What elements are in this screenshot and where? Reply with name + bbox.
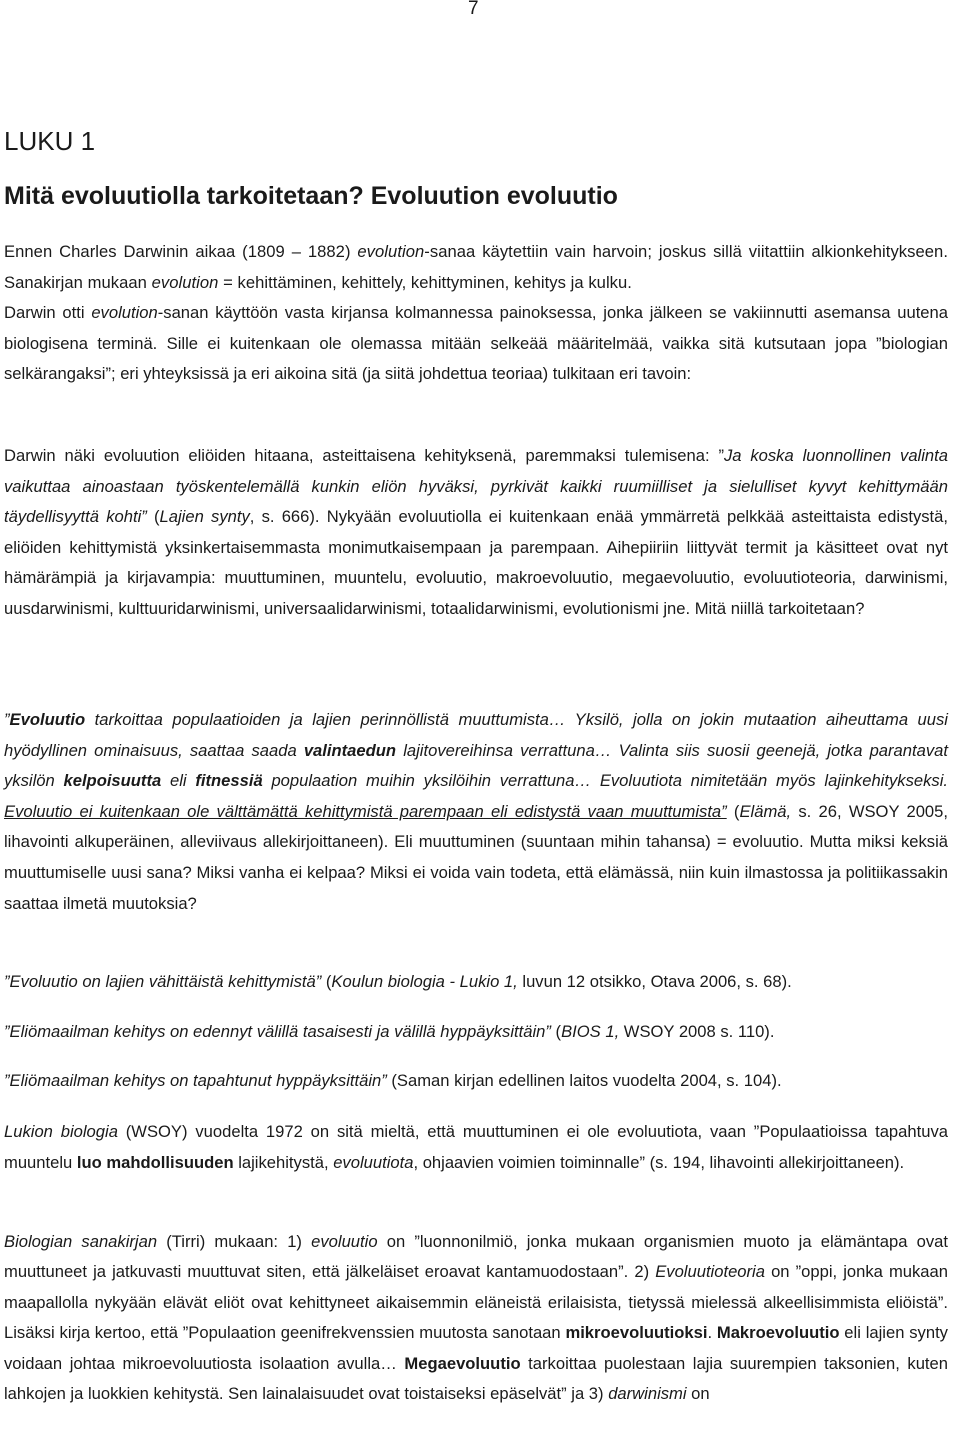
paragraph-darwin-term: Darwin otti evolution-sanan käyttöön vasta kirjansa kolmannessa painoksessa, jonka jälkeen se vakiinnutti asemansa uutena biologisena terminä. Sille ei kuitenkaan ole olemassa mitään selkeää määritelmää, vaikka sitä kutsutaan jopa ”biologian selkärangaksi”; eri yhteyksissä ja eri aikoina sitä (ja siitä johdettua teoriaa) tulkitaan eri tavoin: xyxy=(4,303,948,384)
paragraph-biologian-sanakirja: Biologian sanakirjan (Tirri) mukaan: 1) evoluutio on ”luonnonilmiö, jonka mukaan organismien muoto ja elämäntapa ovat muuttuneet ja jatkuvasti muuttuvat siten, että jälkeläiset eroavat kantamuodostaan”. 2) Evoluutioteoria on ”oppi, jonka mukaan maapallolla nykyään elävät eliöt ovat kehittyneet aikaisemmin eläneistä erilaisista, tietyssä mielessä alkeellisimmista eliöistä”. Lisäksi kirja kertoo, että ”Populaation geenifrekvenssien muutosta sanotaan mikroevoluutioksi. Makroevoluutio eli lajien synty voidaan johtaa mikroevoluutiosta isolaation avulla… Megaevoluutio tarkoittaa puolestaan lajia suurempien taksonien, kuten lahkojen ja luokkien kehitystä. Sen lainalaisuudet ovat toistaiseksi epäselvät” ja 3) darwinismi on xyxy=(4,1232,948,1404)
paragraph-lukion-biologia: Lukion biologia (WSOY) vuodelta 1972 on sitä mieltä, että muuttuminen ei ole evoluutiota, vaan ”Populaatioissa tapahtuva muuntelu luo mahdollisuuden lajikehitystä, evoluutiota, ohjaavien voimien toiminnalle” (s. 194, lihavointi allekirjoittaneen). xyxy=(4,1122,948,1172)
paragraph-bios-2004: ”Eliömaailman kehitys on tapahtunut hyppäyksittäin” (Saman kirjan edellinen laitos vuodelta 2004, s. 104). xyxy=(4,1071,782,1090)
paragraph-darwin-view: Darwin näki evoluution eliöiden hitaana, asteittaisena kehityksenä, paremmaksi tulemisena: ”Ja koska luonnollinen valinta vaikuttaa ainoastaan työskentelemällä kunkin eliön hyväksi, pyrkivät kaikki ruumiilliset ja sielulliset kyvyt kehittymään täydellisyyttä kohti” (Lajien synty, s. 666). Nykyään evoluutiolla ei kuitenkaan enää ymmärretä pelkkää asteittaista edistystä, eliöiden kehittymistä yksinkertaisemmasta monimutkaisempaan ja parempaan. Aihepiiriin liittyvät termit ja käsitteet ovat nyt hämärämpiä ja kirjavampia: muuttuminen, muuntelu, evoluutio, makroevoluutio, megaevoluutio, evoluutioteoria, darwinismi, uusdarwinismi, kulttuuridarwinismi, universaalidarwinismi, totaalidarwinismi, evolutionismi jne. Mitä niillä tarkoitetaan? xyxy=(4,446,948,618)
paragraph-koulun-biologia: ”Evoluutio on lajien vähittäistä kehittymistä” (Koulun biologia - Lukio 1, luvun 12 otsikko, Otava 2006, s. 68). xyxy=(4,972,792,991)
page-number: 7 xyxy=(468,0,479,19)
page-title: Mitä evoluutiolla tarkoitetaan? Evoluution evoluutio xyxy=(4,182,618,210)
chapter-heading: LUKU 1 xyxy=(4,126,96,156)
paragraph-elama-quote: ”Evoluutio tarkoittaa populaatioiden ja lajien perinnöllistä muuttumista… Yksilö, jolla on jokin mutaation aiheuttama uusi hyödyllinen ominaisuus, saattaa saada valintaedun lajitovereihinsa verrattuna… Valinta siis suosii geenejä, jotka parantavat yksilön kelpoisuutta eli fitnessiä populaation muihin yksilöihin verrattuna… Evoluutiota nimitetään myös lajinkehitykseksi. Evoluutio ei kuitenkaan ole välttämättä kehittymistä parempaan eli edistystä vaan muuttumista” (Elämä, s. 26, WSOY 2005, lihavointi alkuperäinen, alleviivaus allekirjoittaneen). Eli muuttuminen (suuntaan mihin tahansa) = evoluutio. Mutta miksi keksiä muuttumiselle uusi sana? Miksi vanha ei kelpaa? Miksi ei voida vain todeta, että elämässä, niin kuin ilmastossa ja politiikassakin saattaa ilmetä muutoksia? xyxy=(4,710,948,913)
paragraph-intro: Ennen Charles Darwinin aikaa (1809 – 1882) evolution-sanaa käytettiin vain harvoin; joskus sillä viitattiin alkionkehitykseen. Sanakirjan mukaan evolution = kehittäminen, kehittely, kehittyminen, kehitys ja kulku. xyxy=(4,242,948,293)
paragraph-bios-2008: ”Eliömaailman kehitys on edennyt välillä tasaisesti ja välillä hyppäyksittäin” (BIOS 1, WSOY 2008 s. 110). xyxy=(4,1022,775,1041)
